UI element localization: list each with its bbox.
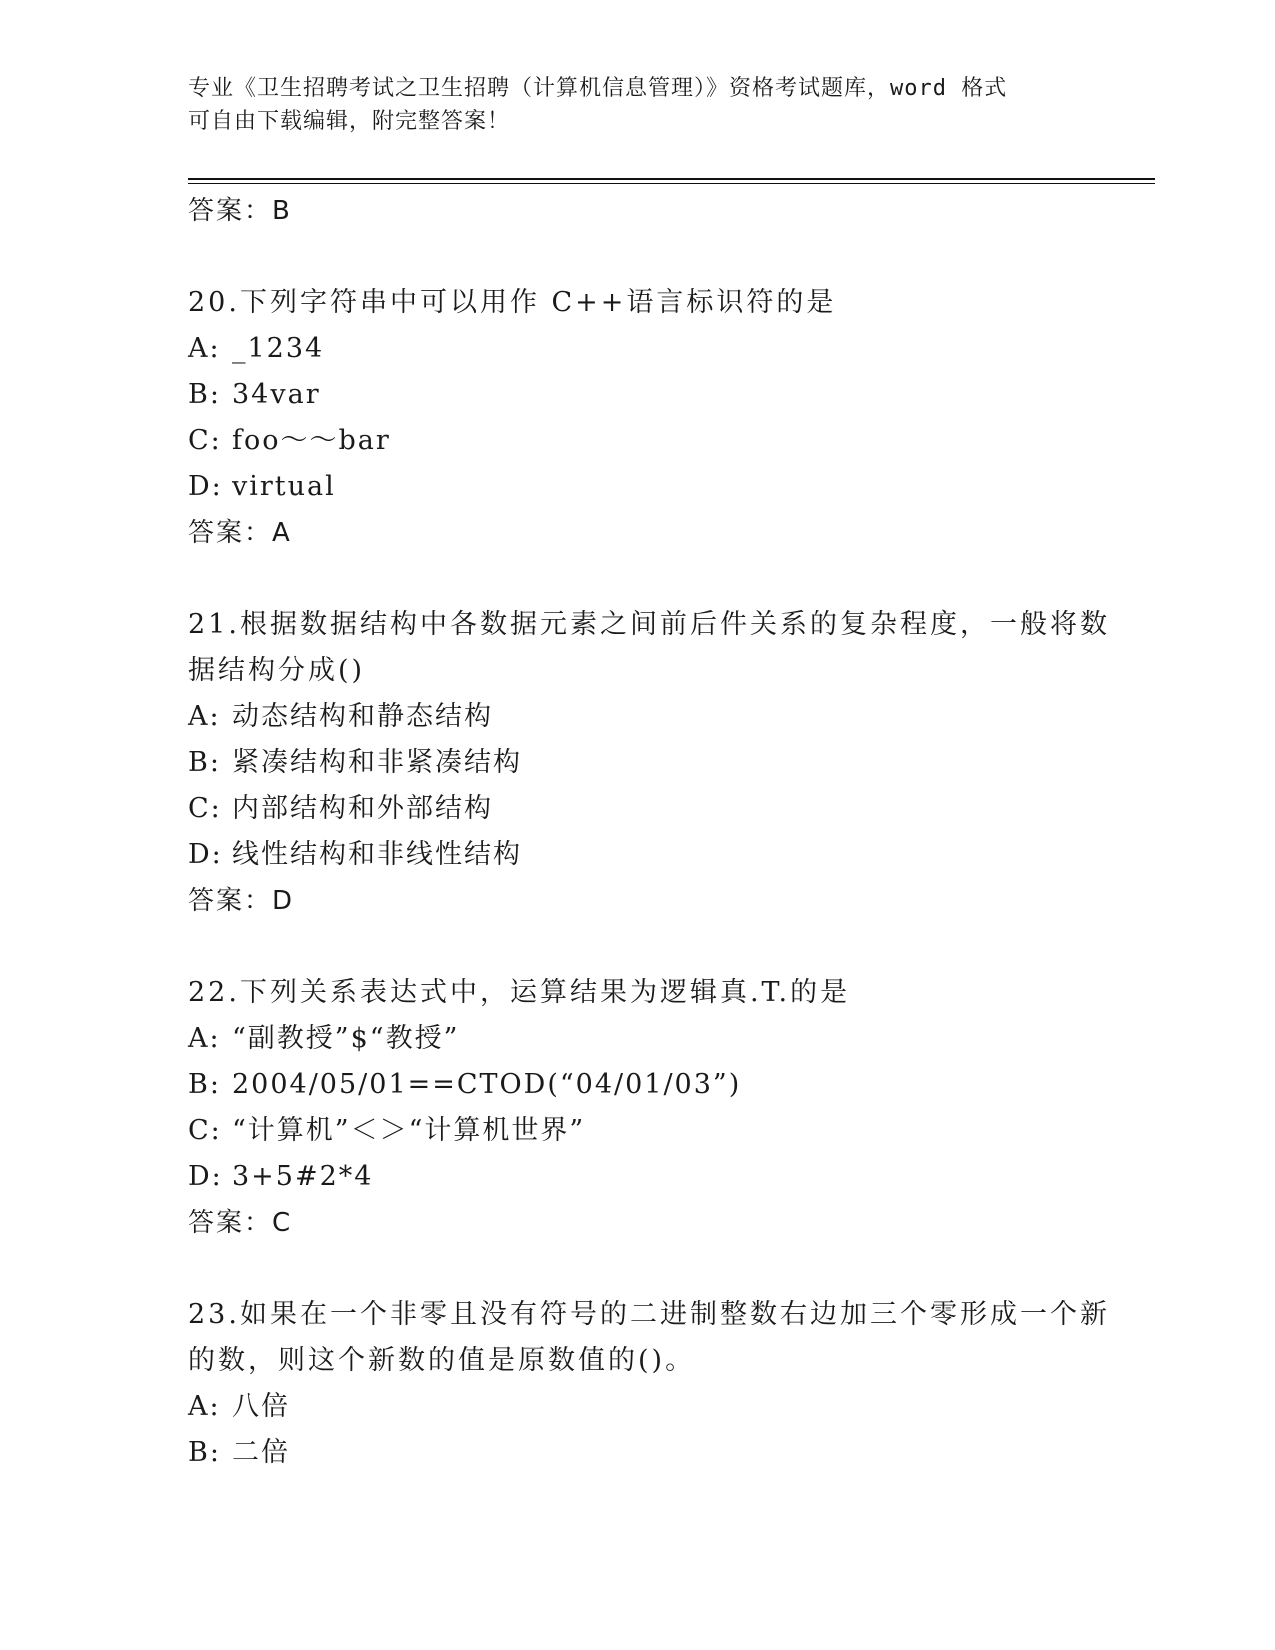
option-label: A: <box>188 1391 221 1422</box>
option-b <box>188 372 1088 418</box>
option-d <box>188 832 1088 878</box>
answer-line: 答案：A <box>188 518 292 548</box>
answer-line: 答案：D <box>188 886 295 916</box>
question-21 <box>188 602 1110 924</box>
option-label: C: <box>188 425 222 456</box>
option-label: B: <box>188 379 221 410</box>
option-text: 紧凑结构和非紧凑结构 <box>232 747 522 778</box>
option-label: B: <box>188 1437 221 1468</box>
option-text: virtual <box>232 471 336 502</box>
option-b <box>188 1062 1088 1108</box>
option-text: 二倍 <box>232 1437 290 1468</box>
option-a <box>188 326 1088 372</box>
option-label: D: <box>188 1161 223 1192</box>
option-text: 34var <box>232 379 321 410</box>
header-line-2: 可自由下载编辑，附完整答案！ <box>188 109 511 134</box>
option-text: “计算机”＜＞“计算机世界” <box>232 1115 586 1146</box>
option-text: 内部结构和外部结构 <box>232 793 493 824</box>
question-22 <box>188 970 1088 1246</box>
previous-answer: 答案：B <box>188 196 292 226</box>
option-text: _1234 <box>232 333 325 364</box>
option-label: D: <box>188 471 223 502</box>
option-label: D: <box>188 839 223 870</box>
option-a <box>188 1384 1088 1430</box>
option-text: 动态结构和静态结构 <box>232 701 493 732</box>
option-a <box>188 1016 1088 1062</box>
option-d <box>188 1154 1088 1200</box>
question-text-line-1: 21.根据数据结构中各数据元素之间前后件关系的复杂程度，一般将数 <box>188 609 1110 640</box>
option-text: 3+5#2*4 <box>232 1161 374 1192</box>
option-label: A: <box>188 701 221 732</box>
option-text: 线性结构和非线性结构 <box>232 839 522 870</box>
option-label: B: <box>188 1069 221 1100</box>
option-a <box>188 694 1088 740</box>
document-header <box>188 72 1088 138</box>
header-line-1: 专业《卫生招聘考试之卫生招聘（计算机信息管理）》资格考试题库，word 格式 <box>188 76 1008 101</box>
option-label: A: <box>188 1023 221 1054</box>
option-b <box>188 1430 1088 1476</box>
header-rule-thin <box>188 183 1155 184</box>
option-d <box>188 464 1088 510</box>
question-23 <box>188 1292 1110 1476</box>
question-text-line-1: 23.如果在一个非零且没有符号的二进制整数右边加三个零形成一个新 <box>188 1299 1110 1330</box>
option-label: A: <box>188 333 221 364</box>
question-text-line-2: 的数，则这个新数的值是原数值的()。 <box>188 1345 696 1376</box>
option-b <box>188 740 1088 786</box>
answer-line: 答案：C <box>188 1208 293 1238</box>
option-text: “副教授”$“教授” <box>232 1023 460 1054</box>
option-label: C: <box>188 1115 222 1146</box>
option-label: C: <box>188 793 222 824</box>
option-c <box>188 418 1088 464</box>
question-20 <box>188 280 1088 556</box>
option-text: 2004/05/01==CTOD(“04/01/03”) <box>232 1069 742 1100</box>
question-text: 22.下列关系表达式中，运算结果为逻辑真.T.的是 <box>188 977 851 1008</box>
header-rule-thick <box>188 178 1155 180</box>
document-body <box>188 188 1110 1476</box>
option-text: foo～～bar <box>232 425 391 456</box>
option-label: B: <box>188 747 221 778</box>
option-text: 八倍 <box>232 1391 290 1422</box>
option-c <box>188 786 1088 832</box>
question-text-line-2: 据结构分成() <box>188 655 366 686</box>
question-text: 20.下列字符串中可以用作 C++语言标识符的是 <box>188 287 837 318</box>
option-c <box>188 1108 1088 1154</box>
